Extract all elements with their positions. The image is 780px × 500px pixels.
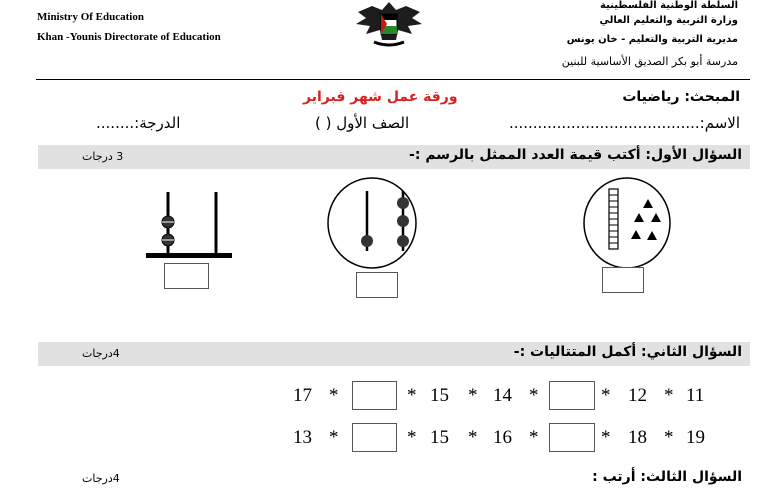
sequence-blank[interactable] bbox=[549, 423, 595, 452]
seq-star: * bbox=[601, 385, 611, 406]
name-field bbox=[509, 114, 740, 132]
header-divider bbox=[36, 79, 750, 80]
seq-star: * bbox=[664, 427, 674, 448]
subject-label: المبحث: رياضيات bbox=[622, 89, 740, 105]
authority-ar: السلطة الوطنية الفلسطينية bbox=[600, 0, 738, 11]
seq-star: * bbox=[601, 427, 611, 448]
seq-number: 11 bbox=[686, 385, 705, 406]
q1-bar bbox=[38, 145, 750, 169]
seq-star: * bbox=[468, 427, 478, 448]
seq-number: 19 bbox=[686, 427, 705, 448]
answer-box-2[interactable] bbox=[356, 272, 398, 298]
q2-bar bbox=[38, 342, 750, 366]
seq-number: 17 bbox=[293, 385, 312, 406]
sequence-blank[interactable] bbox=[352, 423, 397, 452]
tens-circle-figure bbox=[580, 175, 674, 271]
q1-points: 3 درجات bbox=[82, 150, 124, 163]
q2-points: 4درجات bbox=[82, 347, 120, 360]
seq-number: 12 bbox=[628, 385, 647, 406]
seq-number: 14 bbox=[493, 385, 512, 406]
ministry-ar: وزارة التربية والتعليم العالي bbox=[599, 15, 738, 26]
palestine-emblem bbox=[352, 0, 426, 54]
seq-star: * bbox=[529, 427, 539, 448]
sequence-blank[interactable] bbox=[549, 381, 595, 410]
name-label: الاسم: bbox=[699, 114, 740, 132]
answer-box-1[interactable] bbox=[164, 263, 209, 289]
q2-title: السؤال الثاني: أكمل المتتاليات :- bbox=[513, 344, 742, 360]
directorate-ar: مديرية التربية والتعليم - خان يونس bbox=[566, 34, 738, 45]
score-dots: ........ bbox=[96, 114, 135, 132]
answer-box-3[interactable] bbox=[602, 267, 644, 293]
abacus-figure bbox=[140, 182, 240, 264]
seq-number: 15 bbox=[430, 385, 449, 406]
sheet-title: ورقة عمل شهر فبراير bbox=[303, 89, 458, 105]
seq-star: * bbox=[407, 427, 417, 448]
ministry-en: Ministry Of Education bbox=[37, 11, 144, 23]
name-dots: ........................................ bbox=[508, 114, 700, 132]
school-ar: مدرسة أبو بكر الصديق الأساسية للبنين bbox=[561, 55, 738, 68]
score-label: الدرجة: bbox=[134, 114, 181, 132]
sequence-blank[interactable] bbox=[352, 381, 397, 410]
seq-star: * bbox=[407, 385, 417, 406]
q3-points: 4درجات bbox=[82, 472, 120, 485]
directorate-en: Khan -Younis Directorate of Education bbox=[37, 31, 221, 43]
seq-number: 16 bbox=[493, 427, 512, 448]
seq-star: * bbox=[468, 385, 478, 406]
score-field bbox=[96, 114, 180, 132]
q3-title: السؤال الثالث: أرتب : bbox=[592, 469, 742, 485]
q1-title: السؤال الأول: أكتب قيمة العدد الممثل بالرسم :- bbox=[409, 147, 742, 163]
seq-star: * bbox=[664, 385, 674, 406]
grade-class: الصف الأول ( ) bbox=[315, 114, 410, 132]
seq-number: 18 bbox=[628, 427, 647, 448]
seq-number: 13 bbox=[293, 427, 312, 448]
seq-star: * bbox=[329, 385, 339, 406]
q3-bar bbox=[38, 467, 750, 491]
seq-star: * bbox=[329, 427, 339, 448]
seq-number: 15 bbox=[430, 427, 449, 448]
rods-circle-figure bbox=[325, 175, 419, 271]
seq-star: * bbox=[529, 385, 539, 406]
